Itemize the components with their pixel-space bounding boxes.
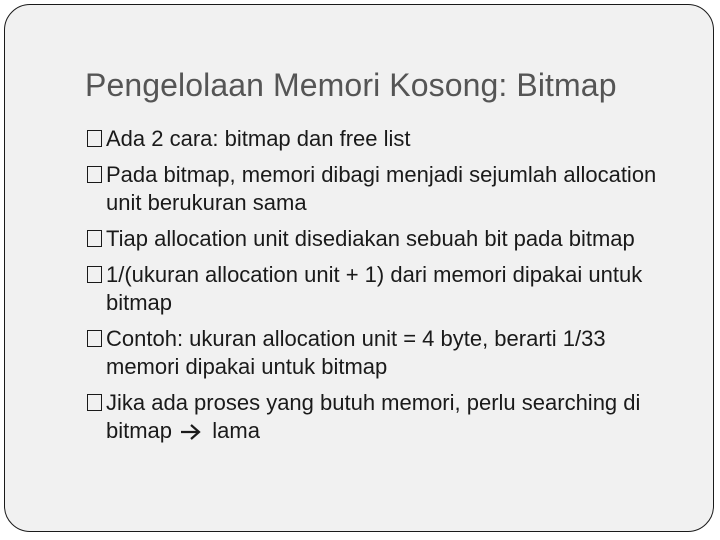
bullet-text: Ada 2 cara: bitmap dan free list	[106, 126, 411, 151]
bullet-item	[85, 161, 685, 217]
bullet-box-icon	[87, 166, 102, 183]
bullet-item	[85, 261, 685, 317]
slide-frame	[4, 4, 714, 532]
bullet-list	[85, 125, 685, 453]
bullet-box-icon	[87, 330, 102, 347]
bullet-text: Tiap allocation unit disediakan sebuah bit pada bitmap	[106, 226, 635, 251]
bullet-text: Jika ada proses yang butuh memori, perlu searching di bitmap	[106, 390, 641, 443]
bullet-box-icon	[87, 130, 102, 147]
right-arrow-icon	[180, 423, 202, 441]
bullet-text: lama	[212, 418, 260, 443]
slide-title: Pengelolaan Memori Kosong: Bitmap	[85, 67, 617, 103]
bullet-text: Pada bitmap, memori dibagi menjadi sejumlah allocation unit berukuran sama	[106, 162, 657, 215]
bullet-item	[85, 389, 685, 445]
bullet-item	[85, 325, 685, 381]
bullet-box-icon	[87, 394, 102, 411]
bullet-box-icon	[87, 230, 102, 247]
bullet-item	[85, 225, 685, 253]
bullet-item	[85, 125, 685, 153]
bullet-box-icon	[87, 266, 102, 283]
bullet-text: Contoh: ukuran allocation unit = 4 byte, berarti 1/33 memori dipakai untuk bitmap	[106, 326, 606, 379]
bullet-text: 1/(ukuran allocation unit + 1) dari memori dipakai untuk bitmap	[106, 262, 643, 315]
